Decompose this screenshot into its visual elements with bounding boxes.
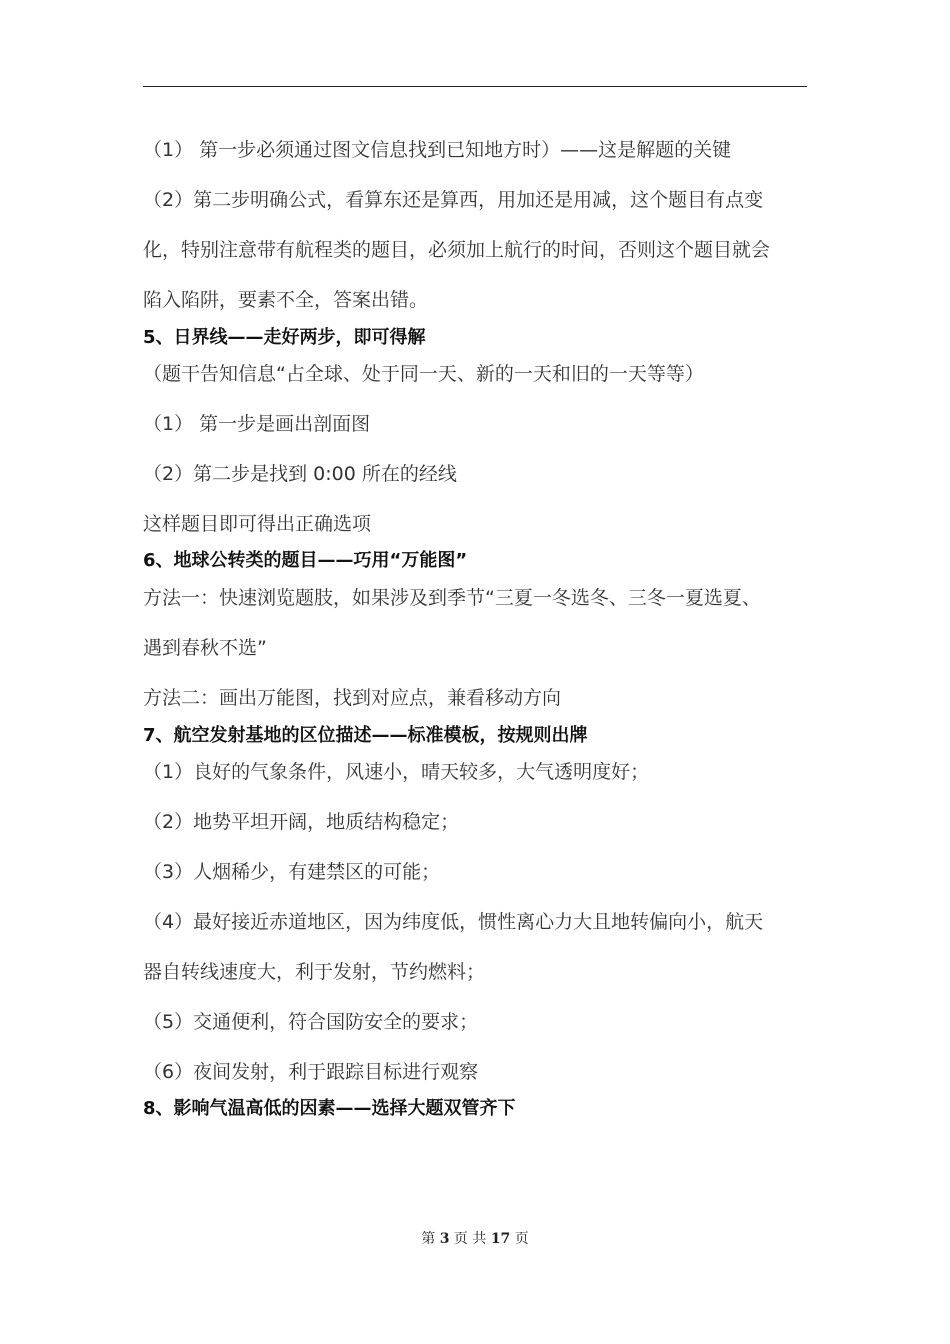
text-line: （5）交通便利，符合国防安全的要求；	[143, 1011, 479, 1033]
text-line: （2）第二步明确公式，看算东还是算西，用加还是用减，这个题目有点变	[143, 189, 764, 211]
footer-suffix: 页	[514, 1231, 529, 1247]
text-line: 器自转线速度大，利于发射，节约燃料；	[143, 961, 486, 983]
text-line: （4）最好接近赤道地区，因为纬度低，惯性离心力大且地转偏向小，航天	[143, 911, 764, 933]
section-heading: 7、航空发射基地的区位描述——标准模板，按规则出牌	[143, 725, 588, 746]
header-rule	[143, 86, 807, 87]
text-line: （2）第二步是找到 0:00 所在的经线	[143, 463, 457, 485]
text-line: （题干告知信息“占全球、处于同一天、新的一天和旧的一天等等）	[143, 363, 704, 385]
section-heading: 8、影响气温高低的因素——选择大题双管齐下	[143, 1098, 516, 1119]
text-line: 这样题目即可得出正确选项	[143, 513, 372, 535]
text-line: 方法二：画出万能图，找到对应点，兼看移动方向	[143, 687, 562, 709]
text-line: （6）夜间发射，利于跟踪目标进行观察	[143, 1061, 479, 1083]
text-line: （1） 第一步必须通过图文信息找到已知地方时）——这是解题的关键	[143, 139, 732, 161]
section-heading: 5、日界线——走好两步，即可得解	[143, 327, 426, 348]
total-page-number: 17	[490, 1231, 511, 1247]
current-page-number: 3	[439, 1231, 450, 1247]
text-line: 化，特别注意带有航程类的题目，必须加上航行的时间，否则这个题目就会	[143, 239, 771, 261]
footer-mid: 页 共	[453, 1231, 487, 1247]
page-footer	[0, 1228, 950, 1248]
footer-prefix: 第	[421, 1231, 436, 1247]
text-line: （2）地势平坦开阔，地质结构稳定；	[143, 811, 460, 833]
text-line: （1） 第一步是画出剖面图	[143, 413, 371, 435]
text-line: 方法一：快速浏览题肢，如果涉及到季节“三夏一冬选冬、三冬一夏选夏、	[143, 587, 761, 609]
text-line: 遇到春秋不选”	[143, 637, 267, 659]
text-line: （3）人烟稀少，有建禁区的可能；	[143, 861, 441, 883]
text-line: 陷入陷阱，要素不全，答案出错。	[143, 289, 429, 311]
text-line: （1）良好的气象条件，风速小，晴天较多，大气透明度好；	[143, 761, 650, 783]
section-heading: 6、地球公转类的题目——巧用“万能图”	[143, 550, 468, 571]
